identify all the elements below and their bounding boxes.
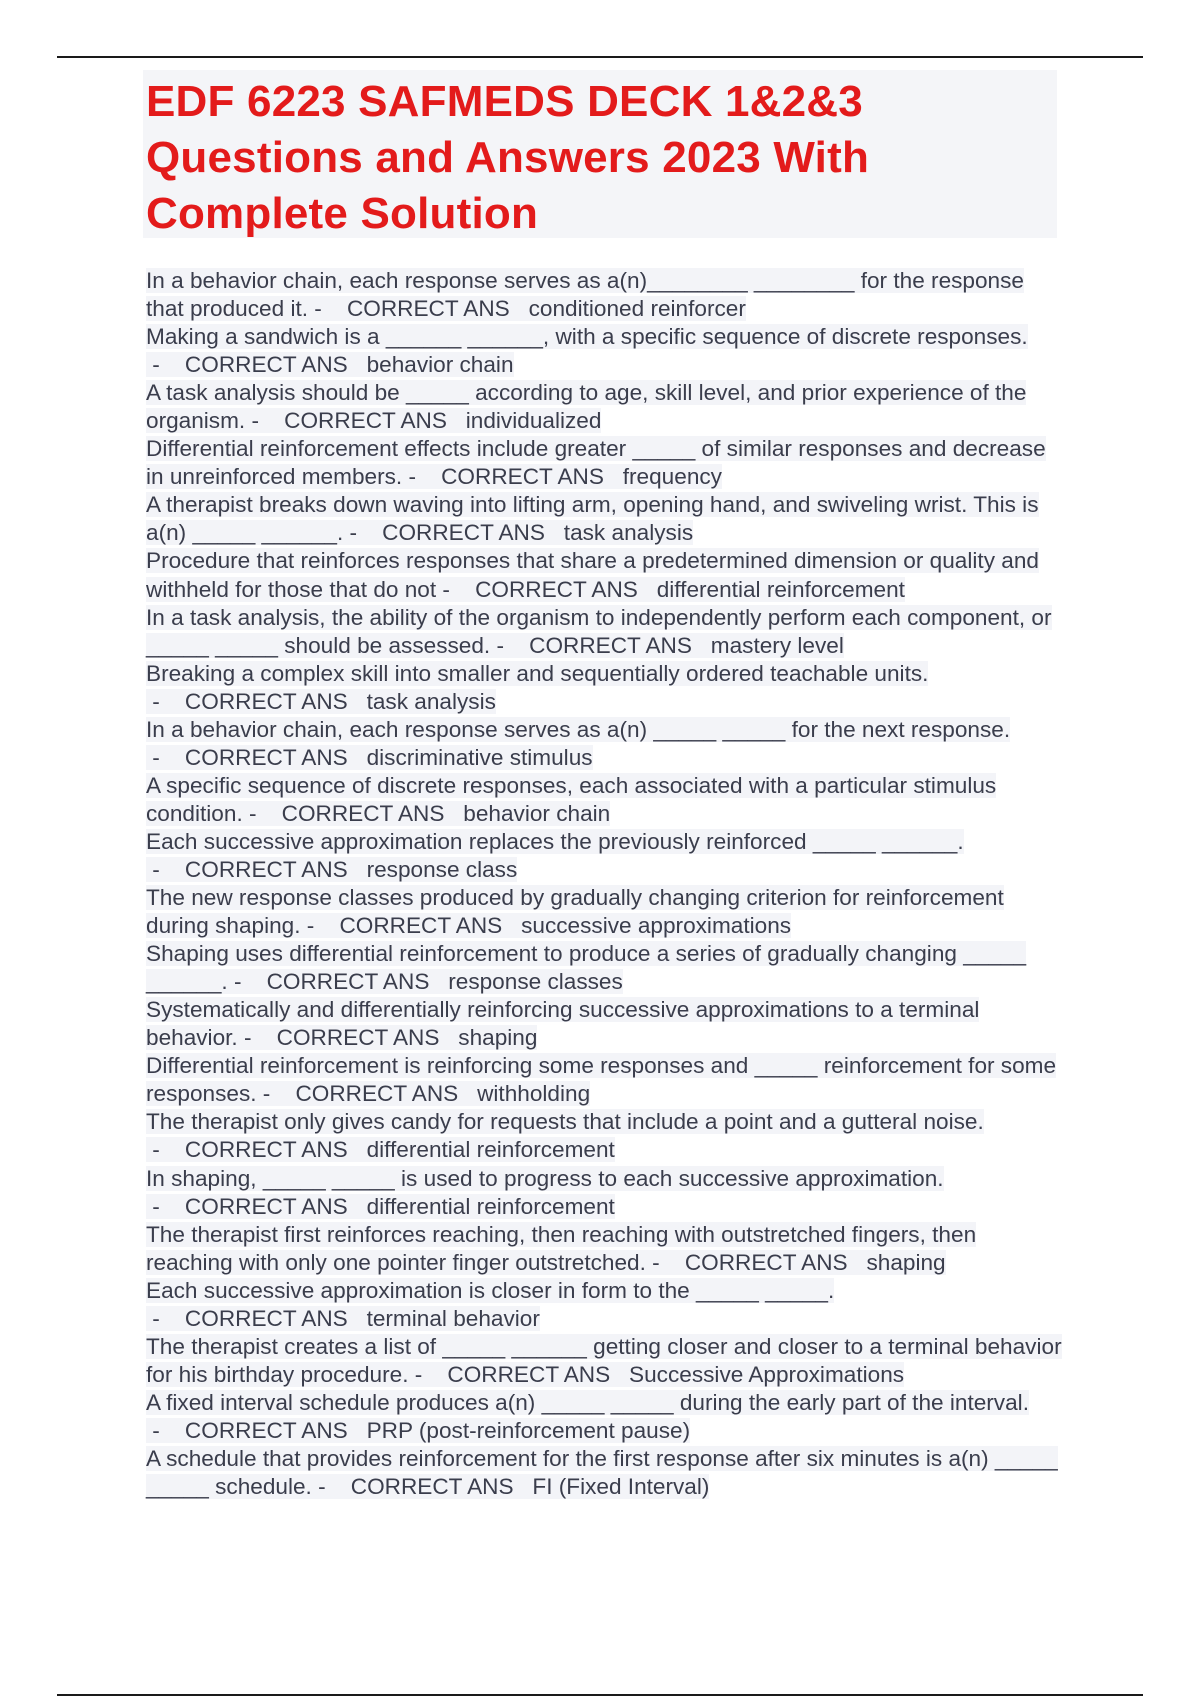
question-text: The therapist only gives candy for requests that include a point and a gutteral noise. [146,1109,984,1135]
answer-label: CORRECT ANS [295,1081,459,1107]
question-text: The therapist first reinforces reaching, then reaching with outstretched fingers, then reaching with only one pointer finger outstretched. [146,1221,977,1275]
answer-text: shaping [458,1025,538,1051]
separator: - [146,856,160,882]
answer-text: behavior chain [463,800,611,826]
separator: - [146,1417,160,1443]
question-text: Differential reinforcement is reinforcing some responses and _____ reinforcement for some responses. [146,1053,1057,1107]
answer-label: CORRECT ANS [684,1249,848,1275]
answer-text: discriminative stimulus [366,744,593,770]
question-text: In a behavior chain, each response serves as a(n) _____ _____ for the next response. [146,716,1011,742]
qa-item [146,267,1066,323]
separator: - [490,632,505,658]
qa-item [146,996,1066,1052]
qa-item [146,1165,1066,1221]
qa-item [146,1389,1066,1445]
answer-label: CORRECT ANS [339,913,503,939]
answer-label: CORRECT ANS [184,1305,348,1331]
qa-item [146,1333,1066,1389]
title-banner [143,70,1057,238]
answer-label: CORRECT ANS [184,688,348,714]
answer-label: CORRECT ANS [184,856,348,882]
separator: - [645,1249,660,1275]
question-text: A specific sequence of discrete responses, each associated with a particular stimulus condition. [146,772,997,826]
separator: - [146,1305,160,1331]
qa-item [146,435,1066,491]
answer-label: CORRECT ANS [266,969,430,995]
qa-item [146,884,1066,940]
separator: - [343,520,358,546]
answer-label: CORRECT ANS [184,1137,348,1163]
answer-label: CORRECT ANS [346,296,510,322]
document-title: EDF 6223 SAFMEDS DECK 1&2&3 Questions and Answers 2023 With Complete Solution [146,77,870,238]
qa-item [146,379,1066,435]
qa-item [146,1221,1066,1277]
qa-item [146,716,1066,772]
answer-label: CORRECT ANS [184,744,348,770]
answer-label: CORRECT ANS [184,352,348,378]
answer-text: conditioned reinforcer [528,296,746,322]
qa-item [146,547,1066,603]
answer-label: CORRECT ANS [184,1417,348,1443]
answer-text: terminal behavior [366,1305,540,1331]
separator: - [402,464,416,490]
answer-label: CORRECT ANS [284,408,447,434]
qa-item [146,772,1066,828]
answer-label: CORRECT ANS [441,464,604,490]
question-text: A schedule that provides reinforcement for the first response after six minutes is a(n) _____ _____ schedule. [146,1445,1058,1500]
answer-text: PRP (post-reinforcement pause) [366,1417,691,1443]
answer-text: individualized [465,408,602,434]
separator: - [146,352,160,378]
answer-label: CORRECT ANS [350,1474,514,1500]
question-text: Each successive approximation is closer in form to the _____ _____. [146,1277,835,1303]
qa-list [146,267,1066,1501]
separator: - [237,1025,252,1051]
answer-text: frequency [622,464,722,490]
answer-text: shaping [866,1249,946,1275]
separator: - [256,1081,271,1107]
question-text: Differential reinforcement effects include greater _____ of similar responses and decrease in unreinforced members. [146,436,1046,490]
qa-item [146,1277,1066,1333]
qa-item [146,828,1066,884]
separator: - [146,744,160,770]
answer-label: CORRECT ANS [276,1025,440,1051]
qa-item [146,604,1066,660]
answer-label: CORRECT ANS [447,1361,611,1387]
separator: - [311,1474,326,1500]
qa-item [146,1108,1066,1164]
question-text: A task analysis should be _____ according to age, skill level, and prior experience of the organism. [146,380,1027,434]
qa-item [146,1445,1066,1501]
separator: - [227,969,242,995]
answer-label: CORRECT ANS [475,576,638,602]
separator: - [146,1193,160,1219]
question-text: Making a sandwich is a ______ ______, with a specific sequence of discrete responses. [146,324,1028,350]
separator: - [146,688,160,714]
question-text: A fixed interval schedule produces a(n) _____ _____ during the early part of the interval. [146,1389,1029,1415]
question-text: The new response classes produced by gradually changing criterion for reinforcement during shaping. [146,885,1004,939]
separator: - [245,408,260,434]
bottom-rule [57,1694,1143,1696]
question-text: Breaking a complex skill into smaller and sequentially ordered teachable units. [146,660,929,686]
answer-text: differential reinforcement [656,576,905,602]
answer-label: CORRECT ANS [382,520,545,546]
top-rule [57,56,1143,58]
question-text: The therapist creates a list of _____ ______ getting closer and closer to a terminal behavior for his birthday procedure. [146,1333,1062,1387]
answer-text: response classes [448,969,623,995]
answer-text: Successive Approximations [629,1361,905,1387]
answer-label: CORRECT ANS [529,632,692,658]
answer-text: differential reinforcement [366,1193,615,1219]
question-text: Each successive approximation replaces the previously reinforced _____ ______. [146,828,964,854]
separator: - [146,1137,160,1163]
answer-text: behavior chain [366,352,514,378]
question-text: Systematically and differentially reinforcing successive approximations to a terminal behavior. [146,997,980,1051]
qa-item [146,1052,1066,1108]
qa-item [146,660,1066,716]
answer-label: CORRECT ANS [184,1193,348,1219]
qa-item [146,940,1066,996]
question-text: In a task analysis, the ability of the organism to independently perform each component, or _____ _____ should be assessed. [146,604,1052,658]
answer-text: successive approximations [521,913,792,939]
separator: - [308,296,322,322]
answer-text: response class [366,856,518,882]
qa-item [146,491,1066,547]
answer-text: withholding [477,1081,591,1107]
answer-text: differential reinforcement [366,1137,615,1163]
answer-text: mastery level [710,632,844,658]
answer-text: task analysis [366,688,496,714]
answer-text: FI (Fixed Interval) [532,1474,710,1500]
qa-item [146,323,1066,379]
separator: - [408,1361,423,1387]
answer-text: task analysis [563,520,694,546]
separator: - [300,913,315,939]
separator: - [436,576,450,602]
answer-label: CORRECT ANS [281,800,445,826]
question-text: In shaping, _____ _____ is used to progress to each successive approximation. [146,1165,944,1191]
separator: - [242,800,257,826]
question-text: Shaping uses differential reinforcement to produce a series of gradually changing _____ ______. [146,941,1027,995]
question-text: Procedure that reinforces responses that share a predetermined dimension or quality and withheld for those that do not [146,548,1039,602]
question-text: In a behavior chain, each response serves as a(n)________ ________ for the response that produced it. [146,268,1024,322]
question-text: A therapist breaks down waving into lifting arm, opening hand, and swiveling wrist. This is a(n) _____ ______. [146,492,1039,546]
